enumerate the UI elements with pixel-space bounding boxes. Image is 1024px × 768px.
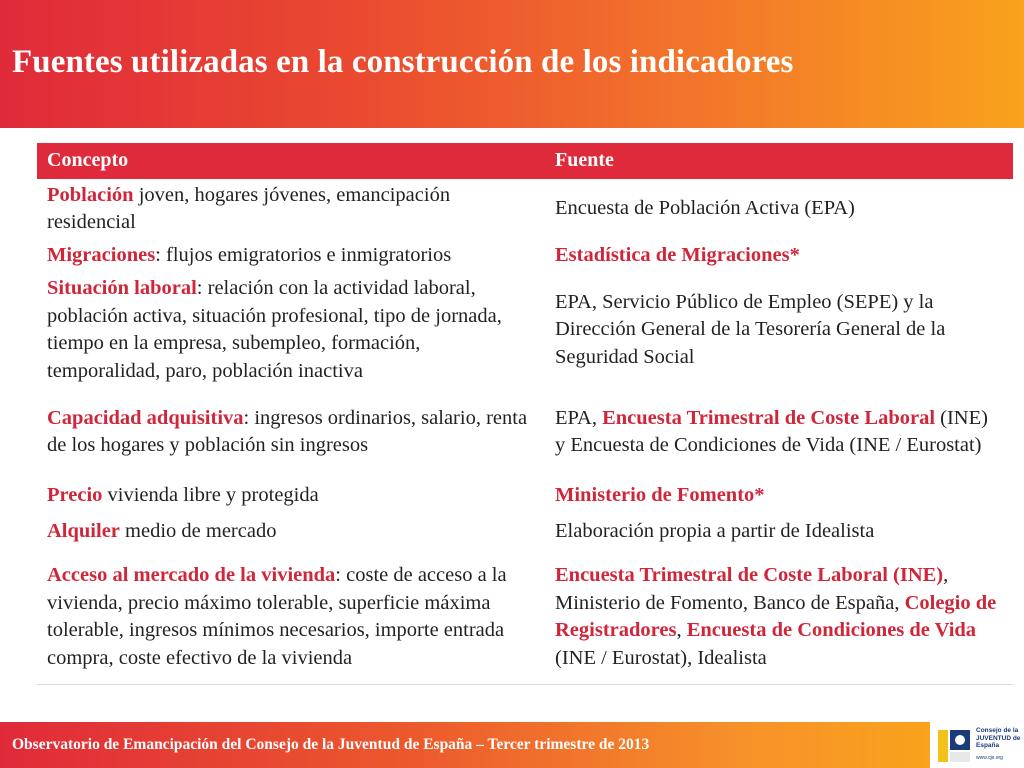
cell-source (545, 550, 1013, 684)
sources-table-container (37, 143, 1013, 685)
highlighted-text: Encuesta Trimestral de Coste Laboral (602, 406, 936, 429)
table-row (37, 180, 1013, 238)
highlighted-text: Acceso al mercado de la vivienda (47, 564, 336, 587)
footer-bar (0, 722, 930, 768)
highlighted-text: Precio (47, 484, 103, 507)
table-row (37, 238, 1013, 274)
cell-text: : ingresos ordinarios, salario, renta de los hogares y población sin ingresos (47, 406, 528, 456)
table-row (37, 478, 1013, 514)
table-row (37, 386, 1013, 478)
highlighted-text: Estadística de Migraciones* (555, 244, 800, 267)
cell-source (545, 180, 1013, 238)
cje-logo-url: www.cje.org (976, 755, 1003, 761)
cell-source (545, 386, 1013, 478)
cell-text: vivienda libre y protegida (102, 484, 319, 507)
cje-logo-text: Consejo de la JUVENTUD de España (976, 727, 1021, 749)
table-row (37, 514, 1013, 550)
highlighted-text: Población (47, 183, 134, 206)
cell-concept (37, 478, 545, 514)
cell-concept (37, 550, 545, 684)
cell-source (545, 478, 1013, 514)
highlighted-text: Ministerio de Fomento* (555, 484, 765, 507)
table-row (37, 274, 1013, 386)
table-row (37, 550, 1013, 684)
column-header-concept: Concepto (37, 143, 545, 180)
highlighted-text: Encuesta de Condiciones de Vida (686, 619, 977, 642)
column-header-source: Fuente (545, 143, 1013, 180)
slide-title: Fuentes utilizadas en la construcción de los indicadores (12, 44, 794, 80)
highlighted-text: Situación laboral (47, 277, 197, 299)
cell-text: (INE / Eurostat), Idealista (555, 646, 767, 669)
cell-source (545, 274, 1013, 386)
highlighted-text: Migraciones (47, 244, 156, 267)
cell-text: : flujos emigratorios e inmigratorios (155, 244, 452, 267)
highlighted-text: Alquiler (47, 520, 120, 543)
cell-text: (INE) y Encuesta de Condiciones de Vida (INE / Eurostat) (555, 406, 988, 456)
cell-text: EPA, (555, 406, 603, 429)
highlighted-text: Encuesta Trimestral de Coste Laboral (INE) (555, 564, 944, 587)
cje-logo (930, 722, 1024, 768)
cell-text: joven, hogares jóvenes, emancipación residencial (47, 183, 451, 233)
cell-concept (37, 238, 545, 274)
slide-header (0, 0, 1024, 128)
cell-concept (37, 274, 545, 386)
highlighted-text: Colegio de Registradores (555, 591, 997, 642)
sources-table (37, 143, 1013, 685)
cell-text: , Ministerio de Fomento, Banco de España, (555, 564, 949, 614)
cell-text: medio de mercado (119, 520, 277, 543)
cell-concept (37, 180, 545, 238)
cell-source (545, 514, 1013, 550)
highlighted-text: Capacidad adquisitiva (47, 406, 244, 429)
cell-text: : coste de acceso a la vivienda, precio máximo tolerable, superficie máxima tolerable, ingresos mínimos necesarios, importe entrada compra, coste efectivo de la vivienda (47, 564, 507, 669)
cell-concept (37, 386, 545, 478)
footer-text: Observatorio de Emancipación del Consejo de la Juventud de España – Tercer trimestre de 2013 (12, 736, 650, 753)
table-body (37, 180, 1013, 684)
cje-logo-icon (936, 728, 972, 764)
cell-text: EPA, Servicio Público de Empleo (SEPE) y la Dirección General de la Tesorería General de la Seguridad Social (555, 290, 946, 368)
cell-text: Encuesta de Población Activa (EPA) (555, 197, 855, 220)
cell-text: : relación con la actividad laboral, población activa, situación profesional, tipo de jornada, tiempo en la empresa, subempleo, formación, temporalidad, paro, población inactiva (47, 277, 502, 382)
table-header-row (37, 143, 1013, 180)
cell-source (545, 238, 1013, 274)
cell-text: , (676, 619, 687, 642)
cell-concept (37, 514, 545, 550)
cell-text: Elaboración propia a partir de Idealista (555, 520, 875, 543)
